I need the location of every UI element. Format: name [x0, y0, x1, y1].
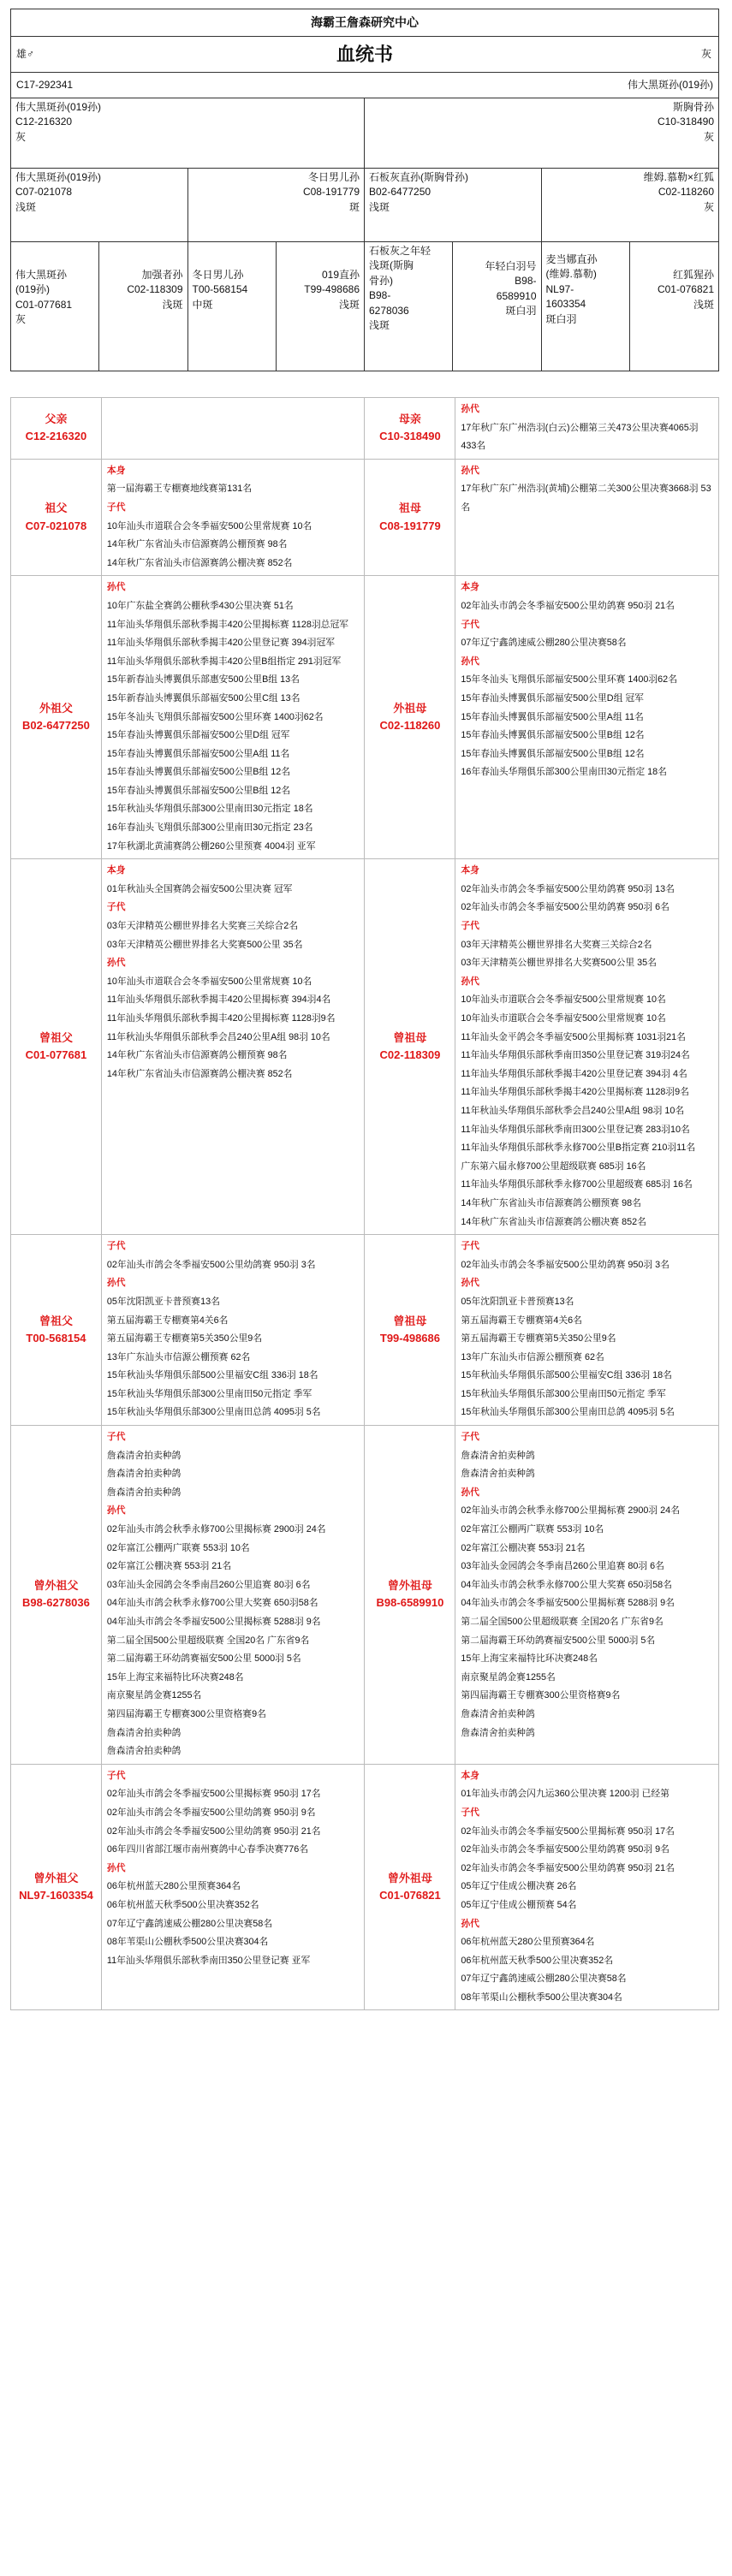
race-record: 02年汕头市鸽会冬季福安500公里幼鸽赛 950羽 13名 — [461, 883, 675, 894]
race-record: 15年秋汕头华翔俱乐部300公里南田50元指定 季军 — [106, 1388, 312, 1399]
race-record: 07年辽宁鑫鸽速威公棚280公里决赛58名 — [461, 638, 627, 649]
ancestor-records — [455, 459, 719, 576]
record-section-heading: 孙代 — [461, 1278, 479, 1289]
ancestor-ring: C07-021078 — [25, 519, 87, 532]
ancestor-records — [455, 859, 719, 1235]
ancestor-label — [11, 576, 102, 859]
gen3-cell-3 — [188, 242, 277, 371]
org-row — [11, 9, 718, 37]
title-row — [11, 37, 718, 73]
gen2-2-ring: C08-191779 — [302, 186, 360, 199]
ancestor-title: 祖父 — [45, 502, 68, 515]
race-record: 01年秋汕头全国赛鸽会福安500公里决赛 冠军 — [106, 883, 293, 894]
race-record: 03年天津精英公棚世界排名大奖赛三关综合2名 — [106, 921, 299, 932]
record-section-heading: 子代 — [106, 902, 126, 913]
race-record: 03年天津精英公棚世界排名大奖赛三关综合2名 — [461, 939, 652, 950]
ancestor-title: 父亲 — [45, 413, 68, 426]
race-record: 11年汕头金平鸽会冬季福安500公里揭标赛 1031羽21名 — [461, 1031, 686, 1042]
ancestor-ring: C02-118260 — [379, 719, 441, 733]
race-record: 15年上海宝来福特比环决赛248名 — [461, 1653, 598, 1665]
race-record: 第二届全国500公里超级联赛 全国20名 广东省9名 — [461, 1617, 664, 1627]
gen3-6-line: 6589910 — [496, 289, 537, 302]
record-section-heading: 孙代 — [106, 1862, 126, 1873]
record-section-heading: 孙代 — [461, 1487, 479, 1498]
ancestor-title: 曾外祖父 — [33, 1871, 79, 1885]
race-record: 15年春汕头博翼俱乐部福安500公里B组 12名 — [106, 767, 291, 778]
race-record: 15年春汕头博翼俱乐部福安500公里B组 12名 — [461, 730, 645, 741]
pedigree-row — [11, 1426, 719, 1765]
father-cell — [11, 98, 365, 168]
gen2-cell-3 — [365, 169, 542, 241]
record-section-heading: 孙代 — [461, 465, 479, 476]
race-record: 詹森清舍拍卖种鸽 — [461, 1469, 535, 1480]
gen3-5-line: 浅斑(斯胸 — [369, 259, 414, 272]
gen2-cell-4 — [542, 169, 719, 241]
race-record: 05年辽宁佳成公棚决赛 26名 — [461, 1881, 577, 1892]
mother-cell — [365, 98, 718, 168]
record-section-heading: 子代 — [106, 1241, 126, 1252]
ancestor-label — [11, 398, 102, 460]
ancestor-records — [455, 1426, 719, 1765]
race-record: 詹森清舍拍卖种鸽 — [106, 1487, 182, 1498]
record-section-heading: 孙代 — [461, 976, 479, 987]
race-record: 第四届海霸王专棚赛300公里资格赛9名 — [461, 1690, 621, 1701]
gen3-6-line: B98- — [515, 275, 537, 288]
gen2-3-color: 浅斑 — [369, 200, 390, 213]
main-name: 伟大黑斑孙(019孙) — [627, 78, 713, 91]
gen2-cell-2 — [188, 169, 366, 241]
ancestor-ring: B98-6589910 — [376, 1596, 444, 1610]
record-section-heading: 本身 — [106, 465, 126, 476]
ancestor-records — [101, 459, 365, 576]
race-record: 15年冬汕头飞翔俱乐部福安500公里环赛 1400羽62名 — [106, 711, 324, 722]
gen2-3-ring: B02-6477250 — [369, 186, 431, 199]
ancestor-ring: C01-076821 — [379, 1889, 441, 1902]
ancestor-label — [11, 1235, 102, 1426]
gen3-8-line: 浅斑 — [693, 298, 714, 311]
ancestor-records — [101, 576, 365, 859]
mother-name: 斯胸骨孙 — [672, 101, 714, 113]
pedigree-row — [11, 398, 719, 460]
race-record: 10年汕头市道联合会冬季福安500公里常规赛 10名 — [461, 1013, 666, 1024]
gen3-1-line: 伟大黑斑孙 — [15, 269, 68, 281]
race-record: 第五届海霸王专棚赛第4关6名 — [461, 1315, 582, 1326]
pedigree-row — [11, 1764, 719, 2010]
pedigree-row — [11, 576, 719, 859]
race-record: 02年汕头市鸽会冬季福安500公里幼鸽赛 950羽 21名 — [461, 600, 675, 611]
race-record: 06年杭州蓝天280公里预赛364名 — [461, 1937, 595, 1948]
race-record: 14年秋广东省汕头市信源赛鸽公棚决赛 852名 — [106, 1068, 293, 1079]
race-record: 14年秋广东省汕头市信源赛鸽公棚决赛 852名 — [106, 557, 293, 568]
record-section-heading: 子代 — [106, 1770, 126, 1781]
gen3-cell-5 — [365, 242, 453, 371]
gen3-7-line: NL97- — [545, 282, 574, 295]
race-record: 11年汕头华翔俱乐部秋季揭丰420公里揭标赛 1128羽总冠军 — [106, 619, 349, 630]
mother-color: 灰 — [703, 130, 714, 143]
ancestor-ring: T99-498686 — [379, 1332, 440, 1345]
race-record: 15年秋汕头华翔俱乐部300公里南田50元指定 季军 — [461, 1388, 666, 1399]
gen3-7-line: 麦当娜直孙 — [545, 253, 598, 265]
race-record: 11年汕头华翔俱乐部秋季揭丰420公里揭标赛 1128羽9名 — [106, 1013, 336, 1024]
race-record: 广东第六届永修700公里超级联赛 685羽 16名 — [461, 1160, 646, 1172]
gen2-row — [11, 169, 718, 242]
race-record: 02年汕头市鸽会冬季福安500公里幼鸽赛 950羽 9名 — [461, 1844, 670, 1855]
race-record: 03年天津精英公棚世界排名大奖赛500公里 35名 — [106, 939, 303, 950]
race-record: 04年汕头市鸽会冬季福安500公里揭标赛 5288羽 9名 — [461, 1598, 675, 1609]
race-record: 第四届海霸王专棚赛300公里资格赛9名 — [106, 1708, 266, 1719]
gen3-5-line: 6278036 — [369, 304, 409, 317]
race-record: 02年汕头市鸽会冬季福安500公里幼鸽赛 950羽 3名 — [106, 1259, 316, 1270]
ancestor-title: 曾祖父 — [39, 1314, 73, 1327]
ancestor-ring: B98-6278036 — [22, 1596, 90, 1610]
race-record: 05年沈阳凯亚卡普预赛13名 — [106, 1296, 220, 1307]
race-record: 16年春汕头飞翔俱乐部300公里南田30元指定 23名 — [106, 822, 313, 834]
race-record: 05年辽宁佳成公棚预赛 54名 — [461, 1899, 577, 1910]
ancestor-records — [101, 398, 365, 460]
gen3-5-line: 骨孙) — [369, 274, 393, 287]
record-section-heading: 子代 — [461, 921, 479, 932]
father-name: 伟大黑斑孙(019孙) — [15, 101, 102, 113]
ancestor-title: 曾祖父 — [39, 1031, 73, 1045]
gen3-5-line: B98- — [369, 289, 391, 302]
record-section-heading: 子代 — [461, 1807, 479, 1818]
gen3-cell-6 — [453, 242, 541, 371]
race-record: 第二届海霸王环幼鸽赛福安500公里 5000羽 5名 — [461, 1635, 656, 1646]
race-record: 06年杭州蓝天秋季500公里决赛352名 — [106, 1899, 259, 1910]
gen3-cell-2 — [99, 242, 187, 371]
race-record: 11年秋汕头华翔俱乐部秋季会昌240公里A组 98羽 10名 — [461, 1105, 685, 1116]
record-section-heading: 孙代 — [106, 1505, 126, 1517]
race-record: 第二届全国500公里超级联赛 全国20名 广东省9名 — [106, 1635, 310, 1646]
record-section-heading: 子代 — [106, 1432, 126, 1443]
race-record: 15年春汕头博翼俱乐部福安500公里D组 冠军 — [106, 730, 290, 741]
race-record: 15年秋汕头华翔俱乐部500公里福安C组 336羽 18名 — [461, 1370, 672, 1381]
ancestor-label — [11, 1764, 102, 2010]
ancestor-title: 外祖父 — [39, 702, 73, 715]
ancestor-title: 曾祖母 — [393, 1031, 427, 1045]
race-record: 第二届海霸王环幼鸽赛福安500公里 5000羽 5名 — [106, 1653, 301, 1665]
race-record: 13年广东汕头市信源公棚预赛 62名 — [461, 1351, 604, 1362]
ancestor-records — [101, 859, 365, 1235]
record-section-heading: 孙代 — [461, 656, 479, 667]
record-section-heading: 孙代 — [461, 404, 479, 414]
race-record: 08年苇渠山公棚秋季500公里决赛304名 — [106, 1937, 269, 1948]
gen3-2-line: 浅斑 — [162, 298, 183, 311]
ancestor-label — [11, 859, 102, 1235]
record-section-heading: 孙代 — [106, 582, 126, 593]
race-record: 11年汕头华翔俱乐部秋季永修700公里B指定赛 210羽11名 — [461, 1143, 696, 1154]
ancestor-title: 母亲 — [398, 413, 421, 426]
race-record: 02年富江公棚两广联赛 553羽 10名 — [106, 1542, 250, 1553]
race-record: 03年汕头金园鸽会冬季南昌260公里追赛 80羽 6名 — [106, 1579, 311, 1590]
gen3-2-line: 加强者孙 — [141, 269, 183, 281]
ancestor-title: 曾外祖父 — [33, 1579, 79, 1593]
gen3-4-line: 浅斑 — [338, 298, 360, 311]
race-record: 07年辽宁鑫鸽速威公棚280公里决赛58名 — [106, 1918, 273, 1929]
gen3-8-line: 红狐猩孙 — [672, 269, 714, 281]
race-record: 15年秋汕头华翔俱乐部500公里福安C组 336羽 18名 — [106, 1370, 318, 1381]
gen3-3-line: T00-568154 — [192, 283, 248, 296]
doc-title: 血统书 — [336, 43, 393, 65]
race-record: 15年上海宝来福特比环决赛248名 — [106, 1671, 244, 1683]
gen3-1-line: (019孙) — [15, 283, 51, 296]
race-record: 詹森清舍拍卖种鸽 — [106, 1450, 182, 1461]
race-record: 11年汕头华翔俱乐部秋季揭丰420公里揭标赛 1128羽9名 — [461, 1087, 689, 1098]
race-record: 10年汕头市道联合会冬季福安500公里常规赛 10名 — [461, 994, 666, 1006]
race-record: 04年汕头市鸽会冬季福安500公里揭标赛 5288羽 9名 — [106, 1617, 321, 1627]
race-record: 15年秋汕头华翔俱乐部300公里南田总鸽 4095羽 5名 — [461, 1407, 675, 1418]
gen3-5-line: 石板灰之年轻 — [369, 245, 431, 257]
race-record: 第五届海霸王专棚赛第5关350公里9名 — [106, 1333, 263, 1344]
gen2-4-color: 灰 — [703, 200, 714, 213]
race-record: 06年四川省部江堰市南州赛鸽中心春季决赛776名 — [106, 1844, 309, 1855]
race-record: 11年汕头华翔俱乐部秋季南田300公里登记赛 283羽10名 — [461, 1124, 690, 1135]
ancestor-records — [101, 1235, 365, 1426]
record-section-heading: 子代 — [461, 1241, 479, 1252]
race-record: 11年汕头华翔俱乐部秋季揭丰420公里登记赛 394羽冠军 — [106, 638, 336, 649]
race-record: 15年新春汕头博翼俱乐部福安500公里C组 13名 — [106, 692, 301, 703]
race-record: 17年秋湖北黄浦赛鸽公棚260公里预赛 4004羽 亚军 — [106, 840, 316, 852]
gen3-2-line: C02-118309 — [127, 283, 183, 296]
gen3-7-line: 1603354 — [545, 298, 586, 311]
gen3-cell-8 — [630, 242, 718, 371]
race-record: 06年杭州蓝天秋季500公里决赛352名 — [461, 1955, 613, 1966]
race-record: 06年杭州蓝天280公里预赛364名 — [106, 1881, 241, 1892]
gen3-7-line: (维姆.慕勒) — [545, 268, 597, 281]
race-record: 14年秋广东省汕头市信源赛鸽公棚预赛 98名 — [106, 539, 288, 550]
race-record: 10年汕头市道联合会冬季福安500公里常规赛 10名 — [106, 520, 312, 531]
pedigree-row — [11, 859, 719, 1235]
gen2-1-ring: C07-021078 — [15, 186, 73, 199]
race-record: 15年春汕头博翼俱乐部福安500公里B组 12名 — [461, 748, 645, 759]
race-record: 05年沈阳凯亚卡普预赛13名 — [461, 1296, 574, 1307]
race-record: 南京聚星鸽金赛1255名 — [461, 1671, 556, 1683]
father-ring: C12-216320 — [15, 116, 73, 128]
race-record: 13年广东汕头市信源公棚预赛 62名 — [106, 1351, 251, 1362]
gen3-3-line: 冬日男儿孙 — [192, 269, 244, 281]
race-record: 02年汕头市鸽会冬季福安500公里揭标赛 950羽 17名 — [461, 1825, 675, 1837]
race-record: 11年汕头华翔俱乐部秋季揭丰420公里登记赛 394羽 4名 — [461, 1068, 687, 1079]
race-record: 第五届海霸王专棚赛第5关350公里9名 — [461, 1333, 616, 1344]
ancestor-ring: T00-568154 — [26, 1332, 86, 1345]
ancestor-records — [455, 1235, 719, 1426]
race-record: 17年秋广东广州浩羽(白云)公棚第三关473公里决赛4065羽 433名 — [461, 422, 699, 452]
race-record: 02年汕头市鸽会冬季福安500公里揭标赛 950羽 17名 — [106, 1789, 321, 1800]
race-record: 16年春汕头华翔俱乐部300公里南田30元指定 18名 — [461, 767, 667, 778]
race-record: 02年汕头市鸽会冬季福安500公里幼鸽赛 950羽 9名 — [106, 1807, 316, 1818]
main-ring-row — [11, 73, 718, 98]
gen3-8-line: C01-076821 — [657, 283, 714, 296]
race-record: 15年春汕头博翼俱乐部福安500公里D组 冠军 — [461, 692, 644, 703]
gen3-1-line: C01-077681 — [15, 298, 73, 311]
gen2-2-color: 斑 — [348, 200, 360, 213]
ancestor-ring: NL97-1603354 — [19, 1889, 93, 1902]
gen2-1-color: 浅斑 — [15, 200, 37, 213]
pedigree-row — [11, 1235, 719, 1426]
ancestor-records — [101, 1764, 365, 2010]
ancestor-records — [101, 1426, 365, 1765]
record-section-heading: 孙代 — [106, 958, 126, 969]
gen3-1-line: 灰 — [15, 313, 27, 326]
ancestor-label — [365, 576, 455, 859]
ancestor-title: 外祖母 — [393, 702, 427, 715]
race-record: 15年秋汕头华翔俱乐部300公里南田30元指定 18名 — [106, 804, 313, 815]
gen3-cell-7 — [542, 242, 630, 371]
race-record: 15年新春汕头博翼俱乐部惠安500公里B组 13名 — [106, 674, 300, 686]
race-record: 11年汕头华翔俱乐部秋季揭丰420公里揭标赛 394羽4名 — [106, 994, 331, 1006]
race-record: 詹森清舍拍卖种鸽 — [461, 1450, 535, 1461]
ancestor-label — [365, 459, 455, 576]
race-record: 11年秋汕头华翔俱乐部秋季会昌240公里A组 98羽 10名 — [106, 1031, 330, 1042]
race-record: 11年汕头华翔俱乐部秋季南田350公里登记赛 319羽24名 — [461, 1050, 690, 1061]
race-record: 02年富江公棚决赛 553羽 21名 — [106, 1561, 232, 1572]
race-record: 02年富江公棚两广联赛 553羽 10名 — [461, 1524, 604, 1535]
record-section-heading: 子代 — [461, 1432, 479, 1443]
father-color: 灰 — [15, 130, 27, 143]
ancestor-records — [455, 398, 719, 460]
race-record: 10年广东盐全赛鸽公棚秋季430公里决赛 51名 — [106, 600, 294, 611]
race-record: 03年汕头金园鸽会冬季南昌260公里追赛 80羽 6名 — [461, 1561, 664, 1572]
gen3-3-line: 中斑 — [192, 298, 213, 311]
org-name: 海霸王詹森研究中心 — [311, 15, 419, 30]
race-record: 14年秋广东省汕头市信源赛鸽公棚决赛 852名 — [461, 1216, 646, 1227]
sex-label: 雄♂ — [16, 48, 35, 60]
record-section-heading: 本身 — [461, 865, 479, 876]
mother-ring: C10-318490 — [657, 116, 714, 128]
race-record: 詹森清舍拍卖种鸽 — [106, 1469, 182, 1480]
record-section-heading: 孙代 — [106, 1278, 126, 1289]
gen3-6-line: 年轻白羽号 — [485, 260, 537, 272]
gen2-cell-1 — [11, 169, 188, 241]
ancestor-title: 曾祖母 — [393, 1314, 427, 1327]
race-record: 07年辽宁鑫鸽速威公棚280公里决赛58名 — [461, 1974, 627, 1985]
ancestor-label — [365, 1426, 455, 1765]
record-section-heading: 本身 — [461, 582, 479, 593]
ancestor-label — [365, 1235, 455, 1426]
race-record: 14年秋广东省汕头市信源赛鸽公棚预赛 98名 — [461, 1197, 641, 1208]
ancestor-label — [365, 859, 455, 1235]
pedigree-records-table — [10, 397, 719, 2010]
gen3-cell-4 — [277, 242, 365, 371]
race-record: 詹森清舍拍卖种鸽 — [461, 1727, 535, 1738]
race-record: 02年汕头市鸽会秋季永修700公里揭标赛 2900羽 24名 — [106, 1524, 326, 1535]
race-record: 第五届海霸王专棚赛第4关6名 — [106, 1315, 229, 1326]
ancestor-records — [455, 1764, 719, 2010]
race-record: 02年汕头市鸽会冬季福安500公里幼鸽赛 950羽 21名 — [106, 1825, 321, 1837]
race-record: 11年汕头华翔俱乐部秋季南田350公里登记赛 亚军 — [106, 1955, 311, 1966]
ancestor-ring: C01-077681 — [25, 1048, 87, 1062]
ancestor-ring: C02-118309 — [379, 1048, 441, 1062]
ancestor-label — [365, 398, 455, 460]
record-section-heading: 子代 — [106, 502, 126, 513]
ancestor-records — [455, 576, 719, 859]
gen3-4-line: 019直孙 — [321, 269, 360, 281]
gen2-4-name: 维姆.慕勒×红狐 — [643, 171, 714, 183]
ancestor-title: 曾外祖母 — [387, 1579, 432, 1593]
gen2-2-name: 冬日男儿孙 — [307, 171, 360, 183]
race-record: 15年冬汕头飞翔俱乐部福安500公里环赛 1400羽62名 — [461, 674, 677, 686]
record-section-heading: 孙代 — [461, 1918, 479, 1929]
ancestor-title: 祖母 — [398, 502, 421, 515]
race-record: 01年汕头市鸽会闪九运360公里决赛 1200羽 已经第 — [461, 1789, 670, 1800]
race-record: 04年汕头市鸽会秋季永修700公里大奖赛 650羽58名 — [461, 1579, 672, 1590]
race-record: 02年汕头市鸽会冬季福安500公里幼鸽赛 950羽 21名 — [461, 1862, 675, 1873]
gen3-6-line: 斑白羽 — [505, 305, 537, 318]
gen2-1-name: 伟大黑斑孙(019孙) — [15, 171, 102, 183]
gen3-row — [11, 242, 718, 371]
gen2-3-name: 石板灰直孙(斯胸骨孙) — [369, 171, 468, 183]
ancestor-ring: C12-216320 — [25, 430, 87, 443]
race-record: 11年汕头华翔俱乐部秋季揭丰420公里B组指定 291羽冠军 — [106, 656, 342, 667]
race-record: 14年秋广东省汕头市信源赛鸽公棚预赛 98名 — [106, 1050, 288, 1061]
race-record: 02年汕头市鸽会冬季福安500公里幼鸽赛 950羽 6名 — [461, 902, 670, 913]
race-record: 04年汕头市鸽会秋季永修700公里大奖赛 650羽58名 — [106, 1598, 318, 1609]
gen1-row — [11, 98, 718, 169]
race-record: 詹森清舍拍卖种鸽 — [106, 1727, 182, 1738]
race-record: 第一届海霸王专棚赛地线赛第131名 — [106, 484, 253, 495]
gen3-5-line: 浅斑 — [369, 318, 390, 331]
gen3-7-line: 斑白羽 — [545, 312, 577, 325]
ancestor-label — [11, 459, 102, 576]
race-record: 15年春汕头博翼俱乐部福安500公里A组 11名 — [106, 748, 290, 759]
gen3-cell-1 — [11, 242, 99, 371]
race-record: 10年汕头市道联合会冬季福安500公里常规赛 10名 — [106, 976, 312, 987]
race-record: 詹森清舍拍卖种鸽 — [106, 1746, 182, 1757]
record-section-heading: 本身 — [461, 1770, 479, 1781]
race-record: 08年苇渠山公棚秋季500公里决赛304名 — [461, 1991, 622, 2003]
ancestor-ring: B02-6477250 — [22, 719, 90, 733]
gen3-4-line: T99-498686 — [304, 283, 360, 296]
record-section-heading: 本身 — [106, 865, 126, 876]
gen2-4-ring: C02-118260 — [658, 186, 714, 199]
pedigree-tree — [10, 9, 719, 371]
race-record: 02年汕头市鸽会秋季永修700公里揭标赛 2900羽 24名 — [461, 1505, 680, 1517]
race-record: 02年富江公棚决赛 553羽 21名 — [461, 1542, 586, 1553]
race-record: 02年汕头市鸽会冬季福安500公里幼鸽赛 950羽 3名 — [461, 1259, 670, 1270]
race-record: 17年秋广东广州浩羽(黄埔)公棚第二关300公里决赛3668羽 53名 — [461, 484, 711, 513]
race-record: 11年汕头华翔俱乐部秋季永修700公里超级赛 685羽 16名 — [461, 1179, 693, 1190]
ancestor-ring: C10-318490 — [379, 430, 441, 443]
race-record: 詹森清舍拍卖种鸽 — [461, 1708, 535, 1719]
race-record: 15年春汕头博翼俱乐部福安500公里B组 12名 — [106, 785, 291, 796]
main-ring: C17-292341 — [16, 78, 74, 91]
race-record: 15年春汕头博翼俱乐部福安500公里A组 11名 — [461, 711, 644, 722]
main-color: 灰 — [700, 48, 711, 60]
record-section-heading: 子代 — [461, 619, 479, 630]
pedigree-row — [11, 459, 719, 576]
ancestor-ring: C08-191779 — [379, 519, 441, 532]
race-record: 南京聚星鸽金赛1255名 — [106, 1690, 202, 1701]
ancestor-label — [11, 1426, 102, 1765]
race-record: 03年天津精英公棚世界排名大奖赛500公里 35名 — [461, 958, 657, 969]
ancestor-title: 曾外祖母 — [387, 1871, 432, 1885]
ancestor-label — [365, 1764, 455, 2010]
race-record: 15年秋汕头华翔俱乐部300公里南田总鸽 4095羽 5名 — [106, 1407, 321, 1418]
